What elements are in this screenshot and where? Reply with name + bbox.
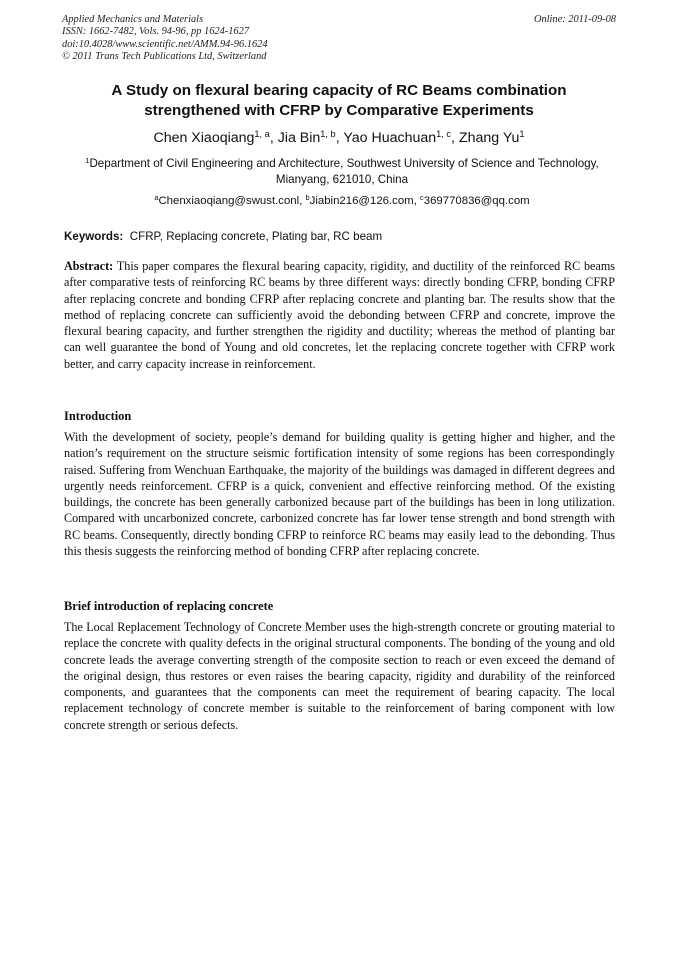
author-name: Yao Huachuan xyxy=(343,130,437,146)
author-affil-mark: 1 xyxy=(519,129,525,140)
issn-line: ISSN: 1662-7482, Vols. 94-96, pp 1624-1627 xyxy=(62,26,250,38)
abstract-label: Abstract: xyxy=(64,259,114,273)
author-name: Jia Bin xyxy=(277,130,321,146)
email-address: Jiabin216@126.com xyxy=(309,195,414,207)
author-affil-mark: 1, a xyxy=(254,129,270,140)
abstract xyxy=(64,258,615,372)
affiliation-text: Department of Civil Engineering and Architecture, Southwest University of Science and Technology, Mianyang, 621010, China xyxy=(89,157,599,186)
keywords-label: Keywords: xyxy=(64,230,124,243)
author-affil-mark: 1, c xyxy=(436,129,452,140)
email-mark: c xyxy=(420,193,424,203)
abstract-text: This paper compares the flexural bearing capacity, rigidity, and ductility of the reinforced RC beams after comparative tests of reinforcing RC beams by three different ways: directly bonding CFRP, bonding CFRP after replacing concrete and bonding CFRP after replacing concrete and planting bar. The results show that the method of replacing concrete can sufficiently avoid the debonding between CFRP and concrete, improve the flexural bearing capacity, and further strengthen the rigidity and ductility; whereas the method of planting bar can well guarantee the bond of Young and old concretes, let the replacing concrete together with CFRP work better, and carry capacity increase in reinforcement. xyxy=(64,259,616,371)
author-list: Chen Xiaoqiang$^{1, a}$, Jia Bin$^{1, b}$, Yao Huachuan$^{1, c}$, Zhang Yu$^1$ xyxy=(153,129,525,146)
journal-header xyxy=(62,14,616,64)
keywords xyxy=(64,229,618,245)
email-address: 369770836@qq.com xyxy=(423,195,530,207)
copyright-line: © 2011 Trans Tech Publications Ltd, Switzerland xyxy=(62,51,267,63)
doi-line: doi:10.4028/www.scientific.net/AMM.94-96.1624 xyxy=(62,38,268,50)
section-heading-introduction: Introduction xyxy=(64,409,132,423)
email-mark: b xyxy=(305,193,310,203)
keywords-text: CFRP, Replacing concrete, Plating bar, RC beam xyxy=(129,230,383,243)
paper-title: A Study on flexural bearing capacity of RC Beams combination strengthened with CFRP by Comparative Experiments xyxy=(111,82,567,119)
author-name: Zhang Yu xyxy=(458,130,520,146)
journal-name: Applied Mechanics and Materials xyxy=(62,14,204,25)
section-text-replacing-concrete: The Local Replacement Technology of Concrete Member uses the high-strength concrete or grouting material to replace the concrete with quality defects in the original structural components. The bonding of the young and old concrete leads the average converting strength of the composite section to reach or even exceed the demand of the original design, thus restores or even raises the bearing capacity, rigidity and durability of the reinforced components, and guarantees that the components can meet the requirement of bearing capacity. The local replacement technology of concrete member is suitable to the reinforcement of baring component with low concrete strength or serious defects. xyxy=(64,620,615,732)
section-text-introduction: With the development of society, people’s demand for building quality is getting higher and higher, and the nation’s requirement on the structure seismic fortification intensity of some regions has been correspondingly raised. Suffering from Wenchuan Earthquake, the majority of the buildings was damaged in different degrees and urgently needs reinforcement. CFRP is a quick, convenient and effective reinforcing method. Of the existing buildings, the concrete has been generally carbonized because part of the buildings has been in long utilization. Compared with uncarbonized concrete, carbonized concrete has far lower tense strength and bond strength with RC beams. Consequently, directly bonding CFRP to reinforce RC beams may easily lead to the debonding. Thus this thesis suggests the reinforcing method of bonding CFRP after replacing concrete. xyxy=(64,430,615,559)
author-name: Chen Xiaoqiang xyxy=(153,130,255,146)
email-list: $^a$Chenxiaoqiang@swust.conl, $^b$Jiabin216@126.com, $^c$369770836@qq.com xyxy=(154,193,530,207)
affiliation-mark: 1 xyxy=(85,156,90,166)
affiliation xyxy=(64,156,620,188)
online-date: Online: 2011-09-08 xyxy=(533,14,616,25)
email-mark: a xyxy=(154,193,159,203)
author-affil-mark: 1, b xyxy=(320,129,336,140)
email-address: Chenxiaoqiang@swust.conl xyxy=(158,195,300,207)
section-heading-replacing-concrete: Brief introduction of replacing concrete xyxy=(64,599,274,613)
